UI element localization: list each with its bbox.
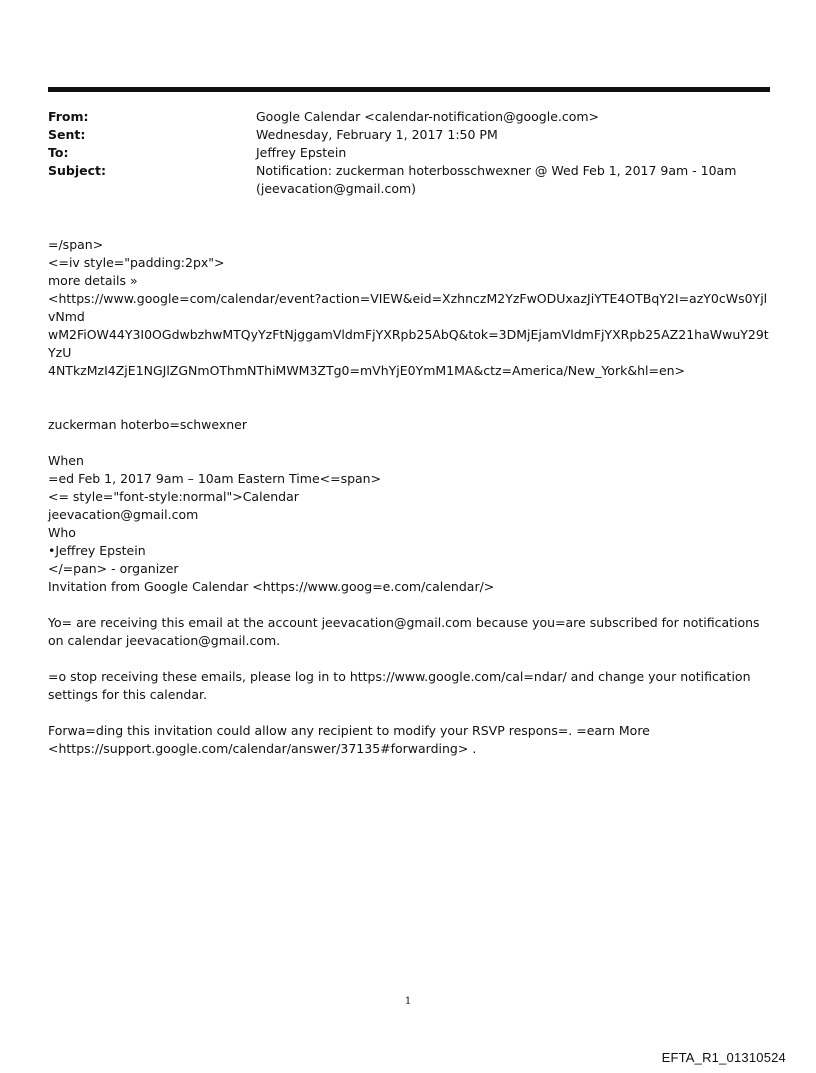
sent-value: Wednesday, February 1, 2017 1:50 PM: [256, 127, 498, 142]
header-rule: [48, 87, 770, 92]
subject-label: Subject:: [48, 163, 106, 178]
from-value: Google Calendar <calendar-notification@google.com>: [256, 109, 600, 124]
page-number: 1: [404, 996, 412, 1007]
when-label: When: [48, 453, 84, 468]
from-label: From:: [48, 109, 89, 124]
subject-row: [48, 162, 770, 198]
email-body: [48, 236, 770, 758]
when-value: =ed Feb 1, 2017 9am – 10am Eastern Time<=span>: [48, 471, 382, 486]
subject-line-2: (jeevacation@gmail.com): [256, 181, 417, 196]
who-person: •Jeffrey Epstein: [48, 543, 146, 558]
body-line: =/span>: [48, 237, 104, 252]
body-line: <=iv style="padding:2px">: [48, 255, 225, 270]
to-label: To:: [48, 145, 69, 160]
notice-paragraph-2: =o stop receiving these emails, please log in to https://www.google.com/cal=ndar/ and change your notification settings for this calendar.: [48, 669, 751, 702]
to-row: [48, 144, 770, 162]
forwarding-line-1: Forwa=ding this invitation could allow any recipient to modify your RSVP respons=. =earn More: [48, 723, 650, 738]
notice-paragraph-1: Yo= are receiving this email at the account jeevacation@gmail.com because you=are subscribed for notifications on calendar jeevacation@gmail.com.: [48, 615, 760, 648]
event-url-line-2[interactable]: wM2FiOW44Y3I0OGdwbzhwMTQyYzFtNjggamVldmFjYXRpb25AbQ&tok=3DMjEjamVldmFjYXRpb25AZ21haWwuY29tYzU: [48, 327, 769, 360]
calendar-line: <= style="font-style:normal">Calendar: [48, 489, 299, 504]
who-label: Who: [48, 525, 76, 540]
sent-label: Sent:: [48, 127, 86, 142]
organizer-line: </=pan> - organizer: [48, 561, 179, 576]
calendar-email: jeevacation@gmail.com: [48, 507, 199, 522]
sent-row: [48, 126, 770, 144]
forwarding-link[interactable]: <https://support.google.com/calendar/answer/37135#forwarding> .: [48, 741, 477, 756]
invitation-line[interactable]: Invitation from Google Calendar <https://www.goog=e.com/calendar/>: [48, 579, 495, 594]
email-header: [48, 108, 770, 198]
event-title: zuckerman hoterbo=schwexner: [48, 417, 247, 432]
subject-line-1: Notification: zuckerman hoterbosschwexner @ Wed Feb 1, 2017 9am - 10am: [256, 163, 737, 178]
event-url-line-3[interactable]: 4NTkzMzI4ZjE1NGJlZGNmOThmNThiMWM3ZTg0=mVhYjE0YmM1MA&ctz=America/New_York&hl=en>: [48, 363, 686, 378]
from-row: [48, 108, 770, 126]
document-id: EFTA_R1_01310524: [661, 1050, 786, 1065]
subject-value: [256, 162, 770, 198]
event-url-line-1[interactable]: <https://www.google=com/calendar/event?action=VIEW&eid=XzhnczM2YzFwODUxazJiYTE4OTBqY2I=azY0cWs0YjlvNmd: [48, 291, 768, 324]
to-value: Jeffrey Epstein: [256, 145, 347, 160]
more-details-link[interactable]: more details »: [48, 273, 138, 288]
